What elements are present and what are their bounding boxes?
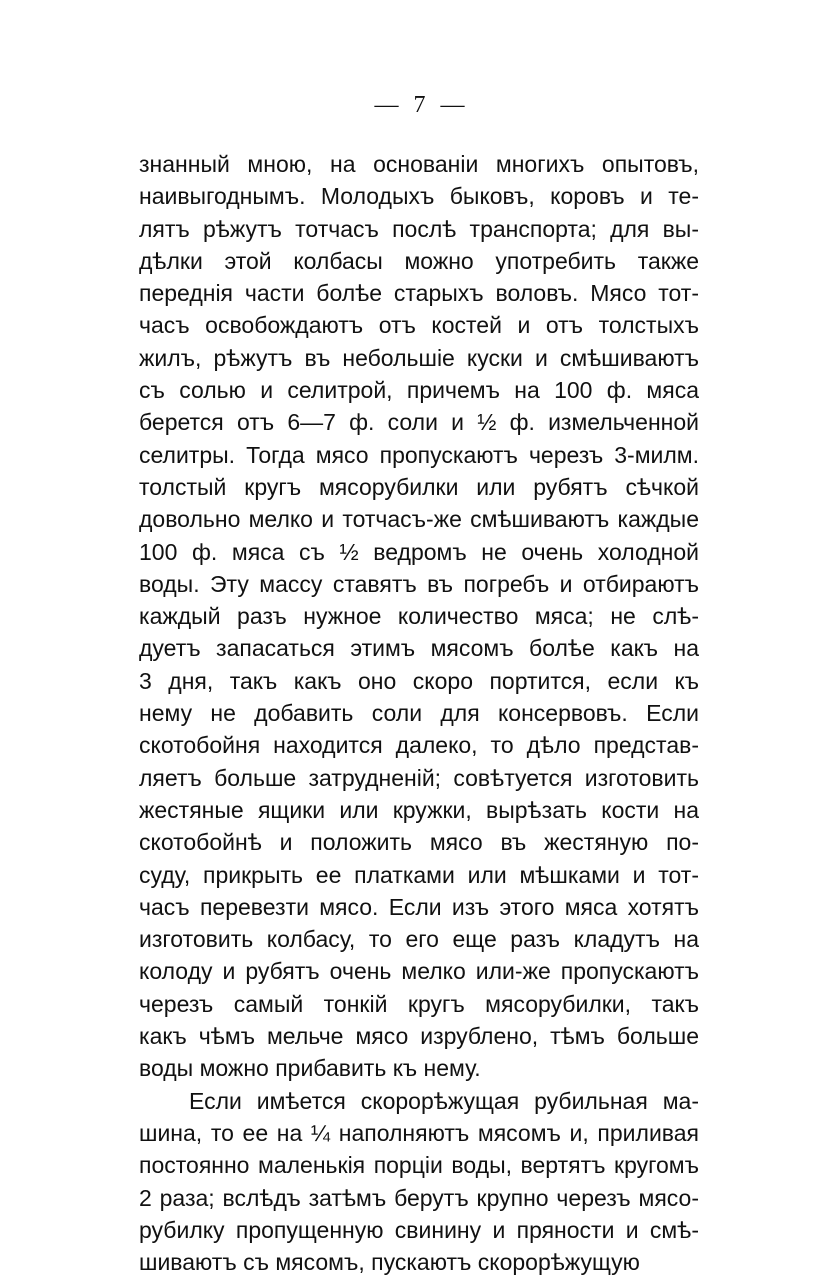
text-line: дѣлки этой колбасы можно употребить также [139,247,699,274]
text-line: толстый кругъ мясорубилки или рубятъ сѣчкой [139,473,699,500]
text-line: рубилку пропущенную свинину и пряности и смѣ- [139,1216,699,1243]
text-line: дуетъ запасаться этимъ мясомъ болѣе какъ на [139,635,699,662]
page-number: — 7 — [374,92,466,118]
text-line: съ солью и селитрой, причемъ на 100 ф. мяса [139,377,699,404]
text-line: переднiя части болѣе старыхъ воловъ. Мясо тот- [139,280,699,307]
text-line: знанный мною, на основанiи многихъ опытовъ, [139,151,699,177]
text-line: довольно мелко и тотчасъ-же смѣшиваютъ каждые [139,506,699,533]
text-line: жилъ, рѣжутъ въ небольшiе куски и смѣшиваютъ [139,344,699,371]
text-line: жестяные ящики или кружки, вырѣзать кости на [139,796,699,823]
text-line: какъ чѣмъ мельче мясо изрублено, тѣмъ больше [139,1023,699,1050]
text-line: нему не добавить соли для консервовъ. Если [139,700,699,727]
text-line: шиваютъ съ мясомъ, пускаютъ скорорѣжущую [139,1249,640,1276]
text-line: изготовить колбасу, то его еще разъ кладутъ на [139,926,699,953]
text-line: воды можно прибавить къ нему. [139,1055,481,1082]
text-line: суду, прикрыть ее платками или мѣшками и тот- [139,861,699,888]
text-line: скотобойня находится далеко, то дѣло представ- [139,732,699,759]
text-line: воды. Эту массу ставятъ въ погребъ и отбираютъ [139,570,699,597]
text-line: шина, то ее на ¼ наполняютъ мясомъ и, приливая [139,1119,699,1146]
text-line: черезъ самый тонкiй кругъ мясорубилки, такъ [139,990,699,1017]
text-line: постоянно маленькiя порцiи воды, вертятъ кругомъ [139,1152,699,1179]
text-line: наивыгоднымъ. Молодыхъ быковъ, коровъ и те- [139,183,699,210]
text-line: каждый разъ нужное количество мяса; не слѣ- [139,603,699,630]
text-line: Если имѣется скорорѣжущая рубильная ма- [189,1087,699,1114]
text-line: часъ перевезти мясо. Если изъ этого мяса хотятъ [139,893,699,920]
text-line: лятъ рѣжутъ тотчасъ послѣ транспорта; для вы- [139,215,699,242]
text-line: ляетъ больше затрудненiй; совѣтуется изготовить [139,764,699,791]
text-line: селитры. Тогда мясо пропускаютъ черезъ 3-милм. [139,441,699,468]
text-line: 2 раза; вслѣдъ затѣмъ берутъ крупно черезъ мясо- [139,1184,699,1211]
paragraph-2 [139,1085,699,1278]
body-text [139,148,699,1278]
paragraph-1 [139,148,699,1085]
text-line: берется отъ 6—7 ф. соли и ½ ф. измельченной [139,409,699,436]
text-line: часъ освобождаютъ отъ костей и отъ толстыхъ [139,312,699,339]
text-line: 100 ф. мяса съ ½ ведромъ не очень холодной [139,538,699,565]
text-line: скотобойнѣ и положить мясо въ жестяную по- [139,829,699,856]
text-line: 3 дня, такъ какъ оно скоро портится, если къ [139,667,699,694]
text-line: колоду и рубятъ очень мелко или-же пропускаютъ [139,958,699,985]
